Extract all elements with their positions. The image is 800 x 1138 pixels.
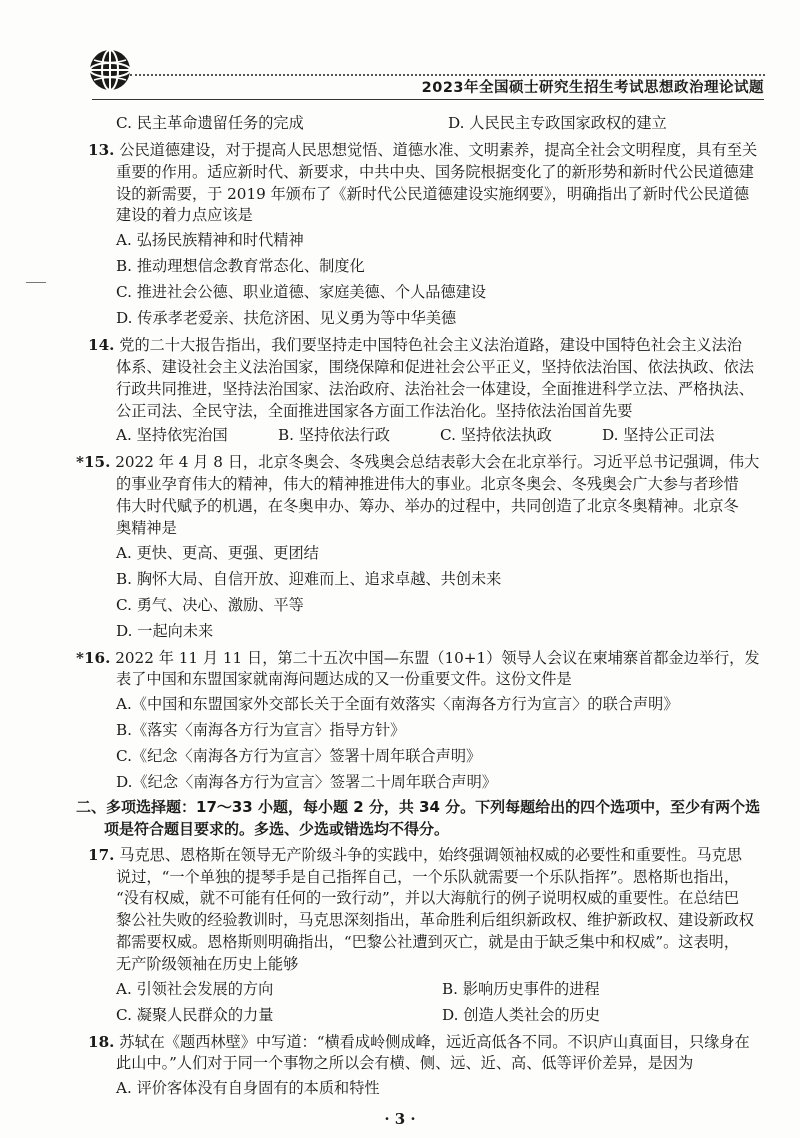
question-text: 2022 年 11 月 11 日，第二十五次中国—东盟（10+1）领导人会议在柬埔寨首都金边举行，发 bbox=[115, 648, 760, 667]
option-a: A. 坚持依宪治国 bbox=[116, 426, 228, 445]
section-heading bbox=[76, 797, 768, 841]
question-number: 16. bbox=[83, 648, 111, 667]
option-a: A.《中国和东盟国家外交部长关于全面有效落实〈南海各方行为宣言〉的联合声明》 bbox=[116, 695, 679, 714]
question-text: 行政共同推进，坚持法治国家、法治政府、法治社会一体建设，全面推进科学立法、严格执法、 bbox=[116, 379, 754, 398]
question-15 bbox=[76, 452, 768, 643]
section-instruction: 二、多项选择题：17～33 小题，每小题 2 分，共 34 分。下列每题给出的四个选项中，至少有两个选 bbox=[76, 798, 761, 817]
question-number: 13. bbox=[88, 141, 115, 159]
option-c: C. 勇气、决心、激励、平等 bbox=[116, 595, 304, 614]
page-header bbox=[0, 0, 800, 100]
header-rule bbox=[92, 99, 764, 100]
option-a: A. 更快、更高、更强、更团结 bbox=[116, 543, 319, 562]
option-d: D. 传承孝老爱亲、扶危济困、见义勇为等中华美德 bbox=[116, 309, 457, 328]
question-14 bbox=[88, 335, 768, 448]
option-d: D.《纪念〈南海各方行为宣言〉签署二十周年联合声明》 bbox=[116, 773, 497, 792]
question-text: 党的二十大报告指出，我们要坚持走中国特色社会主义法治道路，建设中国特色社会主义法治 bbox=[119, 336, 742, 355]
question-13 bbox=[88, 140, 768, 331]
page-content bbox=[76, 110, 768, 1101]
prev-options bbox=[88, 110, 768, 136]
question-17 bbox=[88, 845, 768, 1028]
question-text: 的事业孕育伟大的精神，伟大的精神推进伟大的事业。北京冬奥会、冬残奥会广大参与者珍惜 bbox=[116, 475, 739, 494]
question-text: 奥精神是 bbox=[116, 518, 177, 537]
option-b: B. 推动理想信念教育常态化、制度化 bbox=[116, 257, 365, 276]
option-c: C.《纪念〈南海各方行为宣言〉签署十周年联合声明》 bbox=[116, 747, 482, 766]
question-text: 说过，“一个单独的提琴手是自己指挥自己，一个乐队就需要一个乐队指挥”。恩格斯也指出， bbox=[116, 867, 740, 886]
options-row bbox=[88, 1002, 768, 1028]
star-mark: * bbox=[76, 648, 84, 667]
option-a: A. 引领社会发展的方向 bbox=[116, 979, 274, 998]
option-d: D. 一起向未来 bbox=[116, 621, 214, 640]
question-text: 2022 年 4 月 8 日，北京冬奥会、冬残奥会总结表彰大会在北京举行。习近平总书记强调，伟大 bbox=[115, 453, 760, 472]
option-a: A. 评价客体没有自身固有的本质和特性 bbox=[116, 1079, 380, 1098]
question-number: 14. bbox=[88, 336, 115, 355]
option-c: C. 推进社会公德、职业道德、家庭美德、个人品德建设 bbox=[116, 283, 487, 302]
globe-icon bbox=[88, 48, 132, 92]
question-text: 无产阶级领袖在历史上能够 bbox=[116, 954, 299, 973]
options-row bbox=[88, 422, 768, 448]
option-c: C. 坚持依法执政 bbox=[440, 426, 552, 445]
question-text: 体系、建设社会主义法治国家，围绕保障和促进社会公平正义，坚持依法治国、依法执政、依法 bbox=[116, 357, 754, 376]
question-text: “没有权威，就不可能有任何的一致行动”，并以大海航行的例子说明权威的重要性。在总结巴 bbox=[116, 889, 740, 908]
question-text: 黎公社失败的经验教训时，马克思深刻指出，革命胜利后组织新政权、维护新政权、建设新政权 bbox=[116, 911, 754, 930]
option-d: D. 人民民主专政国家政权的建立 bbox=[448, 114, 667, 132]
option-c: C. 凝聚人民群众的力量 bbox=[116, 1005, 274, 1024]
option-a: A. 弘扬民族精神和时代精神 bbox=[116, 231, 304, 250]
question-number: 17. bbox=[88, 845, 115, 864]
question-number: 15. bbox=[83, 453, 111, 472]
page-number: · 3 · bbox=[384, 1110, 416, 1128]
question-text: 重要的作用。适应新时代、新要求，中共中央、国务院根据变化了的新形势和新时代公民道德建 bbox=[116, 162, 754, 181]
exam-title: 2023年全国硕士研究生招生考试思想政治理论试题 bbox=[421, 80, 764, 96]
question-text: 建设的着力点应该是 bbox=[116, 206, 253, 225]
question-text: 公民道德建设，对于提高人民思想觉悟、道德水准、文明素养，提高全社会文明程度，具有至关 bbox=[119, 141, 758, 159]
option-d: D. 坚持公正司法 bbox=[602, 426, 715, 445]
option-b: B. 影响历史事件的进程 bbox=[442, 979, 600, 998]
question-text: 伟大时代赋予的机遇，在冬奥申办、筹办、举办的过程中，共同创造了北京冬奥精神。北京冬 bbox=[116, 496, 739, 515]
option-b: B. 坚持依法行政 bbox=[278, 426, 390, 445]
question-text: 设的新需要，于 2019 年颁布了《新时代公民道德建设实施纲要》，明确指出了新时代公民道德 bbox=[116, 184, 750, 203]
question-number: 18. bbox=[88, 1032, 115, 1051]
section-instruction: 项是符合题目要求的。多选、少选或错选均不得分。 bbox=[104, 819, 450, 838]
option-c: C. 民主革命遗留任务的完成 bbox=[116, 114, 304, 132]
question-text: 此山中。”人们对于同一个事物之所以会有横、侧、远、近、高、低等评价差异，是因为 bbox=[116, 1054, 694, 1073]
option-b: B. 胸怀大局、自信开放、迎难而上、追求卓越、共创未来 bbox=[116, 569, 502, 588]
star-mark: * bbox=[76, 453, 84, 472]
option-d: D. 创造人类社会的历史 bbox=[442, 1005, 600, 1024]
question-16 bbox=[76, 648, 768, 796]
option-b: B.《落实〈南海各方行为宣言〉指导方针》 bbox=[116, 721, 406, 740]
question-text: 表了中国和东盟国家就南海问题达成的又一份重要文件。这份文件是 bbox=[116, 670, 572, 689]
options-row bbox=[88, 976, 768, 1002]
question-text: 公正司法、全民守法，全面推进国家各方面工作法治化。坚持依法治国首先要 bbox=[116, 401, 633, 420]
question-18 bbox=[88, 1032, 768, 1102]
question-text: 苏轼在《题西林壁》中写道：“横看成岭侧成峰，远近高低各不同。不识庐山真面目，只缘身在 bbox=[119, 1032, 750, 1051]
question-text: 马克思、恩格斯在领导无产阶级斗争的实践中，始终强调领袖权威的必要性和重要性。马克思 bbox=[119, 845, 742, 864]
question-text: 都需要权威。恩格斯则明确指出，“巴黎公社遭到灭亡，就是由于缺乏集中和权威”。这表明， bbox=[116, 932, 740, 951]
margin-mark bbox=[26, 282, 46, 283]
